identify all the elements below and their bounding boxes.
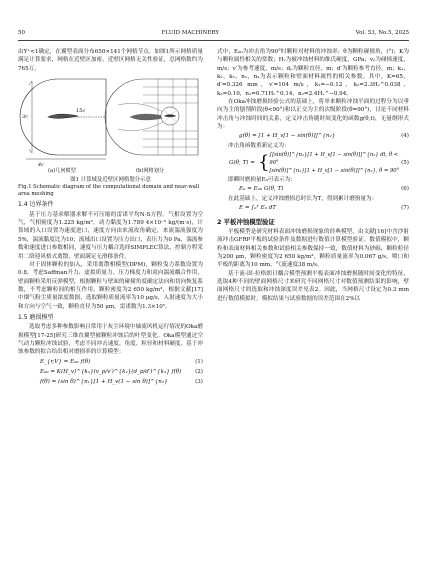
right-paragraph-4: 即瞬时磨损量E₀可表示为：: [228, 177, 296, 184]
equation-1: [18, 357, 203, 367]
section-2-paragraph-2: 基于流-固-拉格朗日耦合模型预测平板表面冲蚀磨损随时间变化的特征，选取4种不同的壁面网格尺寸来研究不同网格尺寸对数值预测结果的影响，壁面网格尺寸的选取和冲蚀深度误差见表2。因此，当网格尺寸设定为0.3 mm进行数值模拟时，模拟结果与试验数据的误差范围在2%以: [217, 270, 409, 302]
figure-1-caption-cn: 图1 计算域及近壁区网格划分示意: [70, 177, 151, 184]
figure-1-caption-en: Fig.1 Schematic diagram of the computational domain and near-wall area meshing: [18, 184, 200, 198]
figure-1-drawing: [18, 75, 203, 177]
dim-label-3c: 3c: [22, 114, 28, 121]
right-column: [217, 48, 409, 303]
equation-5-number: (5): [401, 159, 409, 166]
equation-6-body: E₀ = E₉₀ G(θ, T): [239, 186, 284, 193]
section-1-4-title: 1.4 边界条件: [18, 201, 54, 209]
equation-1-number: (1): [195, 358, 203, 365]
equation-7: [217, 203, 409, 213]
equation-5: [217, 150, 409, 176]
section-1-4-paragraph-2: 对于固体颗粒的加入，采用离散相模型(DPM)，颗粒曳力系数设置为0.8，考虑Saffman升力、虚拟质量力、压力梯度力和双向湍流耦合作用，壁面颗粒采用反弹模型，根据颗粒与壁面的碰撞角度确定法向和切向恢复系数，不考虑颗粒间的相互作用。颗粒密度为2 650 kg/m³，根据文献[17]中烟气粉尘质量浓度数据，选取颗粒质量流率为10 μg/s，入射速度为大小和方向与空气一致，颗粒直径为50 μm，雷诺数为1.3×10⁵。: [18, 261, 203, 310]
section-1-5-title: 1.5 磨损模型: [18, 313, 54, 321]
variable-definitions: 式中，E₉₀为冲击角为90°时颗粒对材料的冲蚀率；θ为颗粒碰撞角，(°)；K为与颗粒属性相关的常数；Hᵥ为被冲蚀材料的维氏硬度，GPa；vₚ为碰撞速度，m/s；v′为参考速度，m/s；dₚ为颗粒直径，m；d′为颗粒参考直径，m；k₁，k₂，k₃，n₁，n₂为表示颗粒和壁面材料属性的相关参数。其中，K=65，d′=0.326 mm，v′=104 m/s，k₁=−0.12，k₂=2.3Hᵥ^0.038，k₃=0.19，n₁=0.71Hᵥ^0.14，n₂=2.4Hᵥ^−0.94。: [217, 49, 409, 97]
section-2-title: 2 平板冲蚀模型验证: [217, 217, 275, 226]
equation-5-cases: [269, 151, 401, 175]
equation-1-body: E_{r,V} = E₉₀ f(θ): [40, 358, 91, 365]
journal-name: FLUID MACHINERY: [161, 30, 220, 36]
section-1-5-paragraph-1: 选取考虑多种参数影响且常用于灰尘环境中轴流风机运行情况的Oka磨损模型[17-25]研究三维直翼型被颗粒冲蚀后的叶型变化。Oka模型通过空气动力颗粒冲蚀试验，考虑不同冲击速度、角度、粒径和材料硬度，基于冲蚀参数的拟合给出相对磨损率的计算模型：: [18, 324, 203, 356]
subfigure-b-label: (b)网格划分: [136, 168, 165, 175]
right-paragraph-3: 冲击角函数重新定义为：: [228, 142, 290, 149]
equation-3-number: (3): [195, 379, 203, 386]
equation-3: [18, 377, 203, 387]
intro-paragraph: 由Y⁺<1确定，在翼型表面分布650×141个网格节点，如图1所示网格质量满足计算要求，网格在近壁区加密，近壁区网格无关性验证，总网格数约为765万。: [18, 49, 203, 72]
equation-2: [18, 367, 203, 377]
equation-5-label: G(θ, T) =: [229, 159, 255, 166]
dim-label-4c: 4c: [38, 162, 44, 169]
figure-1: [18, 75, 203, 177]
equation-4-body: g(θ) = [1 + H_v[1 − sin(θ)]]^{n₂}: [239, 133, 336, 140]
equation-4-number: (4): [401, 133, 409, 140]
mesh-drawing: [105, 79, 198, 155]
equation-3-body: f(θ) = (sin θ)^{n₁}[1 + H_v(1 − sin θ)]^{n₂}: [40, 379, 168, 386]
equation-6: [217, 184, 409, 194]
section-2-paragraph-1: 平板模型是研究材料表面冲蚀磨损现象的经典模型，由文献[16]中含沙射流冲击GFRP平板的试验条件及数据进行数值计算模型验证。数值模拟中，颗粒和表面材料相关参数和试验相关参数保持一致，数值材料为砂砾，颗粒粒径为200 μm，颗粒密度为2 650 kg/m³，颗粒质量流率为0.067 g/s，喷口和平板的距离为10 mm，气流速度38 m/s。: [217, 228, 409, 269]
equation-5-brace: {: [257, 152, 270, 174]
page-number: 50: [18, 30, 25, 36]
running-header: [18, 28, 409, 41]
subfigure-a-label: (a)几何模型: [48, 168, 76, 175]
equation-4: [217, 131, 409, 141]
dim-label-15c: 15c: [76, 108, 86, 115]
equation-5-case-1: ∫[sin(θ)]^{n₁}[1 + H_v[1 − sin(θ)]]^{n₂} dt, θ < 90°: [269, 152, 399, 167]
left-column: [18, 48, 203, 388]
equation-2-body: E₉₀ = K(H_v)^{k₁}(v_p/v′)^{k₂}(d_p/d′)^{k₃} f(θ): [40, 368, 182, 375]
domain-geometry: [20, 79, 106, 159]
equation-2-number: (2): [195, 368, 203, 375]
equation-6-number: (6): [401, 186, 409, 193]
equation-7-number: (7): [401, 205, 409, 212]
right-paragraph-2: 在Oka冲蚀磨损经验公式的基础上，将单来颗粒冲蚀平面的过程分为以垂向为主的刨削阶段(θ<90°)和以正交为主的次级阶段(θ=90°)，讨论不同材料冲击角与冲蚀时间的关系，定义冲击角随时间变化的函数g(θ,t)，无量纲形式为：: [217, 99, 409, 131]
section-1-4-paragraph-1: 基于压力基求解器求解不可压缩的雷诺平均N-S方程。气相设置为空气，气相密度为1.225 kg/m³，动力黏度为1.789 4×10⁻⁵ kg/(m·s)，计算域的入口设置为速度进口，速度方向由来流攻角确定，来流湍流强度为5%，湍流黏度比为10；流域出口设置为压力出口，表压力为0 Pa，湍流参数和速度进口参数相同，速度与压力耦合选择SIMPLEC算法，控制方程采用二阶迎风格式离散，壁面满足无滑移条件。: [18, 211, 203, 260]
equation-7-body: E = ∫₀ᵀ E₀ dT: [239, 205, 277, 212]
volume-info: Vol. 53, No.5, 2025: [355, 30, 409, 36]
right-paragraph-5: 在此基础上，定义冲蚀磨损总时长为T，得到累计磨损量为：: [228, 195, 378, 202]
equation-5-case-2: [sin(θ)]^{n₁}[1 + H_v[1 − sin(θ)]]^{n₂}, θ = 90°: [269, 168, 400, 175]
